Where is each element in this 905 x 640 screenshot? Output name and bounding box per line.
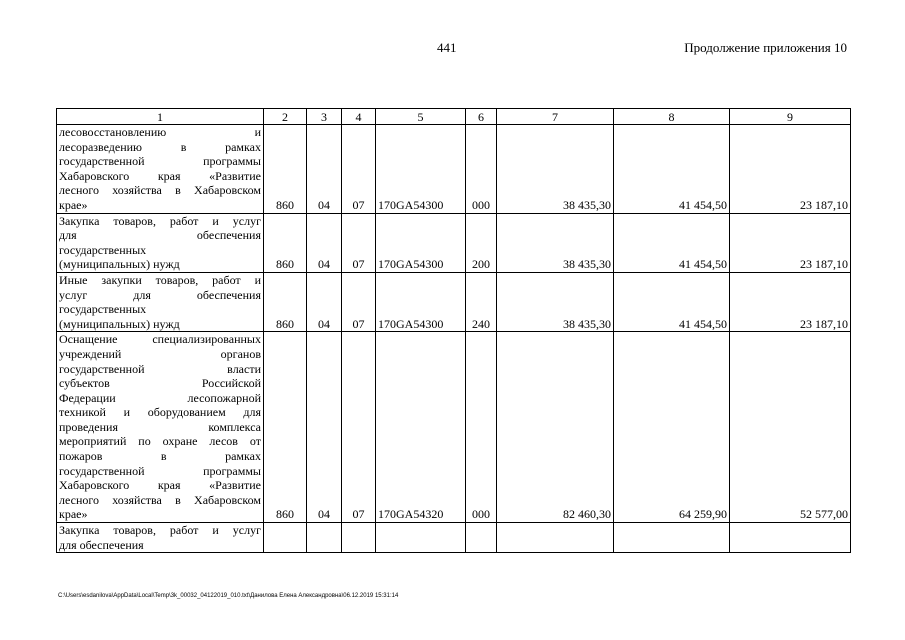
cell-col-7: 82 460,30 <box>497 332 614 523</box>
description-line: Закупка товаров, работ и услуг <box>59 213 261 228</box>
budget-table <box>56 108 851 553</box>
description-line: государственных <box>59 302 147 317</box>
table-row <box>57 272 851 331</box>
cell-col-8: 41 454,50 <box>614 213 730 272</box>
table-row <box>57 213 851 272</box>
description-line: государственной программы <box>59 463 261 478</box>
cell-col-4: 07 <box>342 332 376 523</box>
cell-col-2 <box>264 523 307 553</box>
cell-col-9: 23 187,10 <box>730 213 851 272</box>
cell-col-3 <box>307 523 342 553</box>
row-description <box>57 213 264 272</box>
cell-col-5 <box>376 523 466 553</box>
cell-col-2: 860 <box>264 125 307 214</box>
cell-col-7: 38 435,30 <box>497 272 614 331</box>
table-header-row <box>57 109 851 125</box>
appendix-continuation-note: Продолжение приложения 10 <box>684 40 847 55</box>
column-header: 2 <box>264 109 307 125</box>
description-line: пожаров в рамках <box>59 449 261 464</box>
cell-col-9: 52 577,00 <box>730 332 851 523</box>
cell-col-9: 23 187,10 <box>730 125 851 214</box>
cell-col-7 <box>497 523 614 553</box>
cell-col-4 <box>342 523 376 553</box>
column-header: 5 <box>376 109 466 125</box>
description-line: для обеспечения <box>59 537 144 552</box>
description-line: Хабаровского края «Развитие <box>59 168 261 183</box>
cell-col-8: 41 454,50 <box>614 272 730 331</box>
row-description <box>57 272 264 331</box>
column-header: 1 <box>57 109 264 125</box>
description-line: крае» <box>59 507 88 522</box>
cell-col-8: 64 259,90 <box>614 332 730 523</box>
column-header: 9 <box>730 109 851 125</box>
cell-col-6 <box>466 523 497 553</box>
column-header: 4 <box>342 109 376 125</box>
column-header: 3 <box>307 109 342 125</box>
cell-col-6: 240 <box>466 272 497 331</box>
cell-col-9: 23 187,10 <box>730 272 851 331</box>
description-line: государственной власти <box>59 361 261 376</box>
column-header: 8 <box>614 109 730 125</box>
description-line: Оснащение специализированных <box>59 332 261 347</box>
description-line: для обеспечения <box>59 228 261 243</box>
cell-col-4: 07 <box>342 213 376 272</box>
cell-col-5: 170GA54320 <box>376 332 466 523</box>
footer-file-path: C:\Users\esdanilova\AppData\Local\Temp\3k_00032_04122019_010.txt\Данилова Елена Александровна\06.12.2019 15:31:14 <box>58 593 399 599</box>
description-line: Иные закупки товаров, работ и <box>59 272 261 287</box>
description-line: техникой и оборудованием для <box>59 405 261 420</box>
description-line: учреждений органов <box>59 346 261 361</box>
table-row <box>57 332 851 523</box>
description-line: лесного хозяйства в Хабаровском <box>59 183 261 198</box>
row-description <box>57 125 264 214</box>
cell-col-8 <box>614 523 730 553</box>
cell-col-2: 860 <box>264 213 307 272</box>
description-line: лесовосстановлению и <box>59 125 261 139</box>
cell-col-3: 04 <box>307 272 342 331</box>
description-line: государственных <box>59 242 147 257</box>
description-line: (муниципальных) нужд <box>59 257 180 272</box>
cell-col-5: 170GA54300 <box>376 272 466 331</box>
row-description <box>57 332 264 523</box>
cell-col-7: 38 435,30 <box>497 125 614 214</box>
description-line: лесоразведению в рамках <box>59 139 261 154</box>
cell-col-3: 04 <box>307 332 342 523</box>
table-row <box>57 523 851 553</box>
cell-col-2: 860 <box>264 332 307 523</box>
cell-col-2: 860 <box>264 272 307 331</box>
cell-col-3: 04 <box>307 213 342 272</box>
cell-col-8: 41 454,50 <box>614 125 730 214</box>
cell-col-6: 000 <box>466 125 497 214</box>
cell-col-4: 07 <box>342 125 376 214</box>
description-line: услуг для обеспечения <box>59 287 261 302</box>
page-number: 441 <box>437 40 457 55</box>
cell-col-6: 000 <box>466 332 497 523</box>
description-line: Хабаровского края «Развитие <box>59 478 261 493</box>
description-line: лесного хозяйства в Хабаровском <box>59 492 261 507</box>
column-header: 7 <box>497 109 614 125</box>
description-line: мероприятий по охране лесов от <box>59 434 261 449</box>
cell-col-7: 38 435,30 <box>497 213 614 272</box>
description-line: Федерации лесопожарной <box>59 390 261 405</box>
cell-col-5: 170GA54300 <box>376 125 466 214</box>
description-line: государственной программы <box>59 154 261 169</box>
description-line: проведения комплекса <box>59 419 261 434</box>
cell-col-5: 170GA54300 <box>376 213 466 272</box>
description-line: субъектов Российской <box>59 376 261 391</box>
cell-col-3: 04 <box>307 125 342 214</box>
table-row <box>57 125 851 214</box>
column-header: 6 <box>466 109 497 125</box>
description-line: Закупка товаров, работ и услуг <box>59 523 261 538</box>
cell-col-4: 07 <box>342 272 376 331</box>
description-line: (муниципальных) нужд <box>59 316 180 331</box>
cell-col-6: 200 <box>466 213 497 272</box>
row-description <box>57 523 264 553</box>
cell-col-9 <box>730 523 851 553</box>
description-line: крае» <box>59 197 88 212</box>
